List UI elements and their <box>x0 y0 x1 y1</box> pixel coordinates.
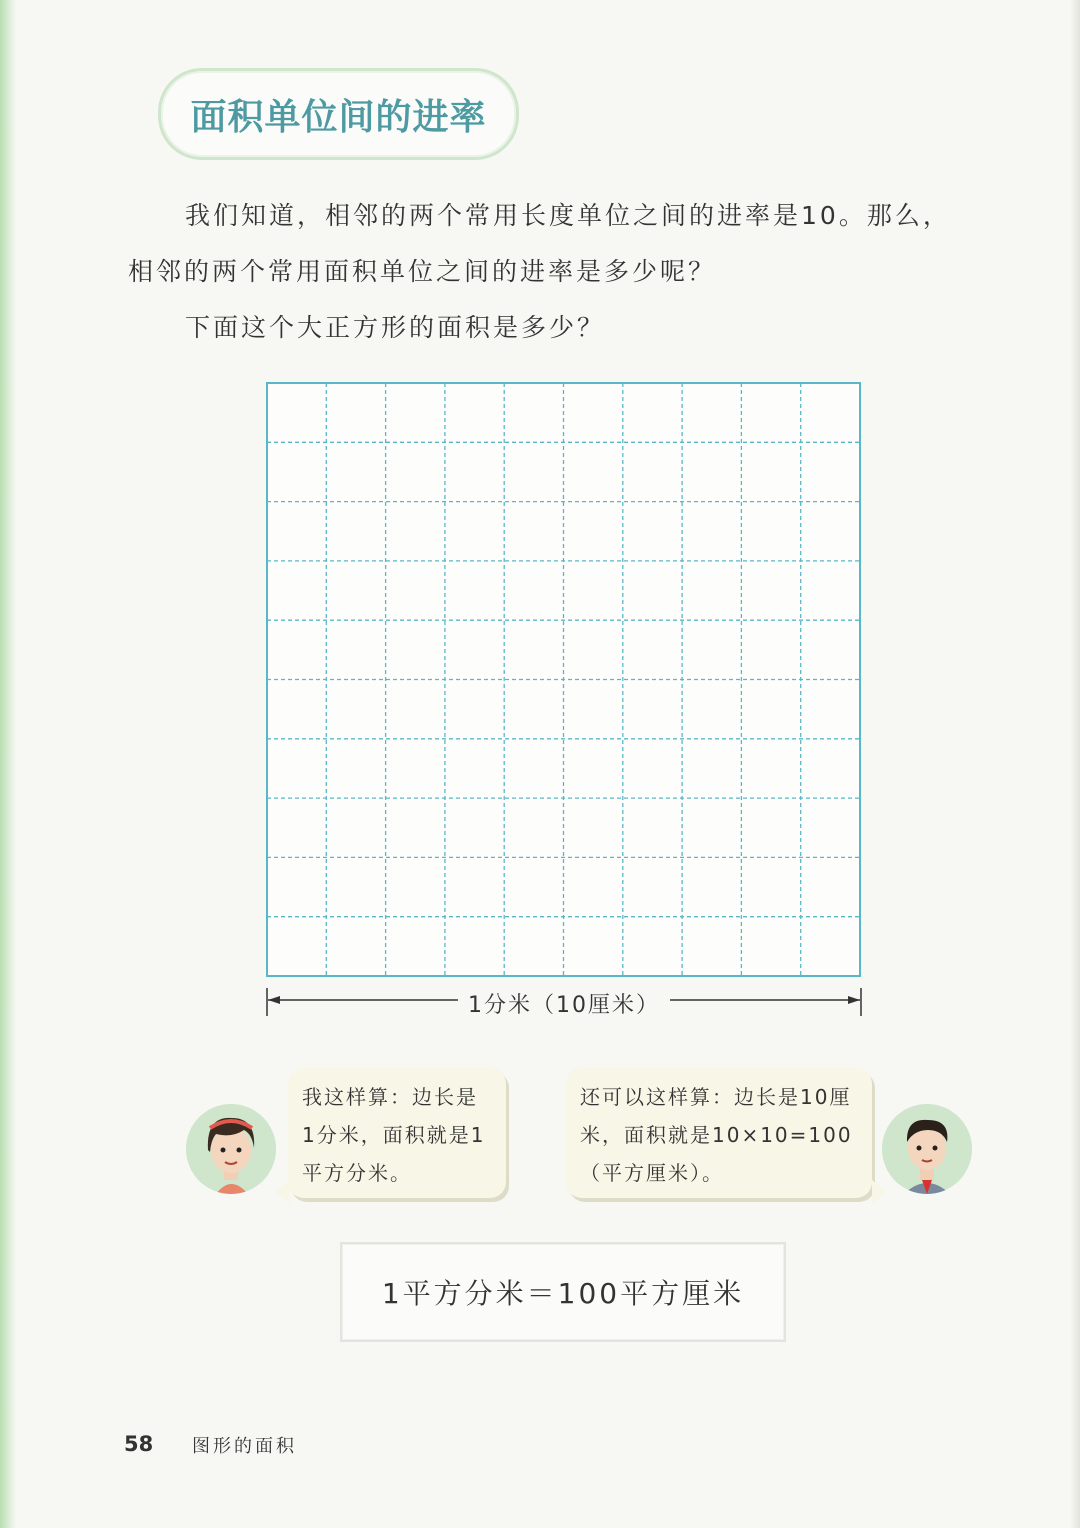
girl-bubble-line-2: 1分米，面积就是1 <box>302 1123 486 1147</box>
dimension-label: 1分米（10厘米） <box>458 993 670 1018</box>
intro-line-2: 相邻的两个常用面积单位之间的进率是多少呢？ <box>128 257 717 286</box>
girl-bubble-line-3: 平方分米。 <box>302 1161 412 1185</box>
boy-bubble-line-1: 还可以这样算：边长是10厘 <box>580 1085 852 1109</box>
girl-face-icon <box>186 1104 276 1194</box>
section-title: 面积单位间的进率 <box>190 95 487 138</box>
intro-question: 下面这个大正方形的面积是多少？ <box>185 313 606 342</box>
grid-svg <box>266 382 861 977</box>
boy-bubble-line-2: 米，面积就是10×10=100 <box>580 1123 853 1147</box>
square-grid <box>266 382 861 977</box>
chapter-name: 图形的面积 <box>192 1436 297 1457</box>
intro-line-1: 我们知道，相邻的两个常用长度单位之间的进率是10。那么， <box>185 201 951 230</box>
girl-avatar <box>186 1104 276 1194</box>
dimension-indicator <box>266 982 862 1022</box>
section-title-pill <box>158 68 519 160</box>
girl-bubble-line-1: 我这样算：边长是 <box>302 1085 478 1109</box>
boy-speech-bubble <box>566 1068 872 1198</box>
page-edge-right <box>1070 0 1080 1528</box>
formula-text: 1平方分米＝100平方厘米 <box>381 1277 745 1310</box>
boy-avatar <box>882 1104 972 1194</box>
girl-speech-bubble <box>288 1068 506 1198</box>
boy-bubble-tail <box>872 1180 886 1204</box>
boy-bubble-line-3: （平方厘米）。 <box>580 1161 724 1185</box>
formula-box <box>340 1242 786 1342</box>
boy-face-icon <box>882 1104 972 1194</box>
page-number: 58 <box>124 1432 154 1456</box>
page-edge-left <box>0 0 16 1528</box>
